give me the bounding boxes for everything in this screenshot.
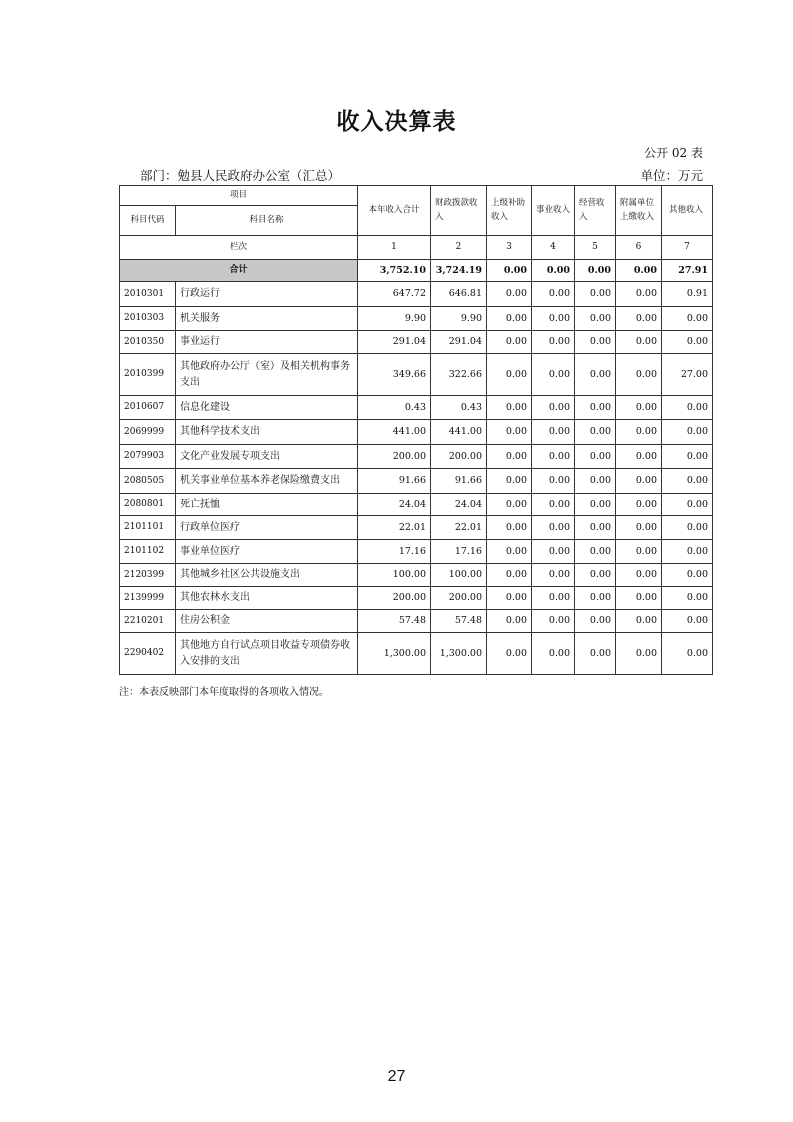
amount-cell: 0.00 <box>662 307 713 331</box>
header-business: 事业收入 <box>532 186 575 236</box>
amount-cell: 0.00 <box>487 587 532 610</box>
amount-cell: 291.04 <box>358 331 431 354</box>
subject-name: 事业单位医疗 <box>176 540 358 564</box>
header-superior: 上级补助收入 <box>487 186 532 236</box>
income-final-accounts-table <box>119 185 713 675</box>
amount-cell: 0.00 <box>616 494 662 516</box>
amount-cell: 0.00 <box>662 540 713 564</box>
amount-cell: 100.00 <box>431 564 487 587</box>
subject-code: 2010350 <box>120 331 176 354</box>
table-row <box>120 587 713 610</box>
col-num: 6 <box>616 236 662 260</box>
amount-cell: 0.00 <box>662 610 713 633</box>
amount-cell: 0.00 <box>487 445 532 469</box>
amount-cell: 0.00 <box>575 282 616 307</box>
amount-cell: 0.00 <box>616 516 662 540</box>
amount-cell: 0.00 <box>616 445 662 469</box>
amount-cell: 1,300.00 <box>358 633 431 675</box>
amount-cell: 0.00 <box>575 587 616 610</box>
subject-name: 文化产业发展专项支出 <box>176 445 358 469</box>
amount-cell: 0.00 <box>616 354 662 396</box>
amount-cell: 0.43 <box>431 396 487 420</box>
amount-cell: 0.91 <box>662 282 713 307</box>
amount-cell: 0.00 <box>662 494 713 516</box>
amount-cell: 0.00 <box>487 354 532 396</box>
amount-cell: 0.00 <box>575 610 616 633</box>
subject-code: 2010303 <box>120 307 176 331</box>
amount-cell: 0.00 <box>532 354 575 396</box>
amount-cell: 0.00 <box>575 307 616 331</box>
amount-cell: 0.00 <box>575 564 616 587</box>
table-row <box>120 445 713 469</box>
amount-cell: 9.90 <box>431 307 487 331</box>
amount-cell: 0.00 <box>616 282 662 307</box>
subject-code: 2010607 <box>120 396 176 420</box>
col-num: 5 <box>575 236 616 260</box>
header-name: 科目名称 <box>176 206 358 236</box>
header-fiscal: 财政拨款收入 <box>431 186 487 236</box>
col-num: 3 <box>487 236 532 260</box>
amount-cell: 0.00 <box>662 396 713 420</box>
amount-cell: 0.00 <box>616 587 662 610</box>
subject-name: 行政运行 <box>176 282 358 307</box>
amount-cell: 200.00 <box>431 587 487 610</box>
amount-cell: 0.00 <box>616 564 662 587</box>
amount-cell: 0.00 <box>532 516 575 540</box>
total-value: 0.00 <box>532 260 575 282</box>
amount-cell: 200.00 <box>358 587 431 610</box>
amount-cell: 91.66 <box>431 469 487 494</box>
amount-cell: 0.00 <box>487 564 532 587</box>
subject-code: 2080505 <box>120 469 176 494</box>
subject-code: 2079903 <box>120 445 176 469</box>
subject-name: 信息化建设 <box>176 396 358 420</box>
amount-cell: 17.16 <box>431 540 487 564</box>
total-value: 27.91 <box>662 260 713 282</box>
col-num: 7 <box>662 236 713 260</box>
amount-cell: 0.00 <box>487 516 532 540</box>
amount-cell: 647.72 <box>358 282 431 307</box>
subject-name: 行政单位医疗 <box>176 516 358 540</box>
header-affiliated: 附属单位上缴收入 <box>616 186 662 236</box>
amount-cell: 0.00 <box>487 420 532 445</box>
amount-cell: 441.00 <box>431 420 487 445</box>
amount-cell: 0.00 <box>532 331 575 354</box>
subject-name: 其他政府办公厅（室）及相关机构事务支出 <box>176 354 358 396</box>
amount-cell: 0.00 <box>487 540 532 564</box>
subject-code: 2139999 <box>120 587 176 610</box>
amount-cell: 57.48 <box>358 610 431 633</box>
amount-cell: 0.00 <box>532 494 575 516</box>
table-row <box>120 610 713 633</box>
amount-cell: 646.81 <box>431 282 487 307</box>
amount-cell: 0.00 <box>616 540 662 564</box>
amount-cell: 0.00 <box>532 396 575 420</box>
table-row <box>120 494 713 516</box>
amount-cell: 1,300.00 <box>431 633 487 675</box>
header-item: 项目 <box>120 186 358 206</box>
subject-name: 其他科学技术支出 <box>176 420 358 445</box>
total-row <box>120 260 713 282</box>
amount-cell: 0.00 <box>532 540 575 564</box>
table-row <box>120 516 713 540</box>
amount-cell: 0.00 <box>616 331 662 354</box>
table-note: 注：本表反映部门本年度取得的各项收入情况。 <box>119 687 329 698</box>
amount-cell: 0.00 <box>575 354 616 396</box>
amount-cell: 0.00 <box>662 633 713 675</box>
amount-cell: 0.00 <box>532 587 575 610</box>
amount-cell: 0.00 <box>487 469 532 494</box>
table-row <box>120 354 713 396</box>
col-num: 2 <box>431 236 487 260</box>
amount-cell: 0.00 <box>487 282 532 307</box>
amount-cell: 0.00 <box>487 331 532 354</box>
amount-cell: 0.00 <box>487 307 532 331</box>
amount-cell: 100.00 <box>358 564 431 587</box>
total-label: 合计 <box>120 260 358 282</box>
form-number: 公开 02 表 <box>644 146 703 160</box>
amount-cell: 0.00 <box>532 564 575 587</box>
total-value: 0.00 <box>487 260 532 282</box>
amount-cell: 0.00 <box>575 516 616 540</box>
amount-cell: 0.00 <box>662 587 713 610</box>
subject-code: 2290402 <box>120 633 176 675</box>
amount-cell: 0.00 <box>487 633 532 675</box>
unit-label: 单位：万元 <box>640 168 703 183</box>
amount-cell: 200.00 <box>431 445 487 469</box>
amount-cell: 0.00 <box>532 445 575 469</box>
amount-cell: 0.00 <box>616 307 662 331</box>
table-row <box>120 564 713 587</box>
amount-cell: 0.00 <box>616 610 662 633</box>
amount-cell: 0.00 <box>616 469 662 494</box>
amount-cell: 0.00 <box>575 445 616 469</box>
amount-cell: 0.00 <box>532 307 575 331</box>
subject-code: 2101102 <box>120 540 176 564</box>
amount-cell: 0.00 <box>575 331 616 354</box>
department-label: 部门：勉县人民政府办公室（汇总） <box>140 168 341 183</box>
subject-name: 住房公积金 <box>176 610 358 633</box>
page-title: 收入决算表 <box>336 109 457 135</box>
amount-cell: 27.00 <box>662 354 713 396</box>
column-number-row <box>120 236 713 260</box>
subject-name: 机关事业单位基本养老保险缴费支出 <box>176 469 358 494</box>
subject-code: 2210201 <box>120 610 176 633</box>
amount-cell: 0.00 <box>662 469 713 494</box>
subject-code: 2010301 <box>120 282 176 307</box>
table-row <box>120 282 713 307</box>
amount-cell: 0.43 <box>358 396 431 420</box>
amount-cell: 0.00 <box>662 516 713 540</box>
subject-name: 其他城乡社区公共设施支出 <box>176 564 358 587</box>
subject-name: 机关服务 <box>176 307 358 331</box>
amount-cell: 0.00 <box>616 396 662 420</box>
col-num: 4 <box>532 236 575 260</box>
amount-cell: 0.00 <box>575 396 616 420</box>
subject-code: 2069999 <box>120 420 176 445</box>
amount-cell: 0.00 <box>487 396 532 420</box>
subject-code: 2101101 <box>120 516 176 540</box>
amount-cell: 441.00 <box>358 420 431 445</box>
header-other: 其他收入 <box>662 186 713 236</box>
amount-cell: 322.66 <box>431 354 487 396</box>
amount-cell: 0.00 <box>575 540 616 564</box>
table-row <box>120 633 713 675</box>
table-row <box>120 469 713 494</box>
amount-cell: 57.48 <box>431 610 487 633</box>
amount-cell: 0.00 <box>487 494 532 516</box>
table-row <box>120 540 713 564</box>
amount-cell: 91.66 <box>358 469 431 494</box>
amount-cell: 0.00 <box>575 494 616 516</box>
subject-code: 2120399 <box>120 564 176 587</box>
amount-cell: 0.00 <box>532 282 575 307</box>
table-row <box>120 420 713 445</box>
amount-cell: 349.66 <box>358 354 431 396</box>
subject-name: 其他农林水支出 <box>176 587 358 610</box>
total-value: 3,724.19 <box>431 260 487 282</box>
header-code: 科目代码 <box>120 206 176 236</box>
amount-cell: 9.90 <box>358 307 431 331</box>
amount-cell: 0.00 <box>616 420 662 445</box>
amount-cell: 0.00 <box>616 633 662 675</box>
amount-cell: 0.00 <box>662 420 713 445</box>
header-total: 本年收入合计 <box>358 186 431 236</box>
subject-name: 其他地方自行试点项目收益专项债券收入安排的支出 <box>176 633 358 675</box>
page-number: 27 <box>387 1068 406 1085</box>
amount-cell: 24.04 <box>431 494 487 516</box>
amount-cell: 0.00 <box>575 633 616 675</box>
amount-cell: 0.00 <box>532 420 575 445</box>
table-row <box>120 396 713 420</box>
amount-cell: 0.00 <box>532 633 575 675</box>
subject-name: 事业运行 <box>176 331 358 354</box>
total-value: 3,752.10 <box>358 260 431 282</box>
header-operating: 经营收入 <box>575 186 616 236</box>
subject-name: 死亡抚恤 <box>176 494 358 516</box>
amount-cell: 22.01 <box>358 516 431 540</box>
subject-code: 2080801 <box>120 494 176 516</box>
amount-cell: 0.00 <box>662 331 713 354</box>
amount-cell: 0.00 <box>662 564 713 587</box>
table-row <box>120 307 713 331</box>
subject-code: 2010399 <box>120 354 176 396</box>
amount-cell: 0.00 <box>575 420 616 445</box>
row-label: 栏次 <box>120 236 358 260</box>
amount-cell: 291.04 <box>431 331 487 354</box>
amount-cell: 200.00 <box>358 445 431 469</box>
col-num: 1 <box>358 236 431 260</box>
amount-cell: 22.01 <box>431 516 487 540</box>
amount-cell: 17.16 <box>358 540 431 564</box>
amount-cell: 0.00 <box>532 610 575 633</box>
total-value: 0.00 <box>575 260 616 282</box>
amount-cell: 0.00 <box>662 445 713 469</box>
amount-cell: 24.04 <box>358 494 431 516</box>
amount-cell: 0.00 <box>487 610 532 633</box>
total-value: 0.00 <box>616 260 662 282</box>
table-row <box>120 331 713 354</box>
data-rows <box>120 282 713 675</box>
amount-cell: 0.00 <box>575 469 616 494</box>
amount-cell: 0.00 <box>532 469 575 494</box>
